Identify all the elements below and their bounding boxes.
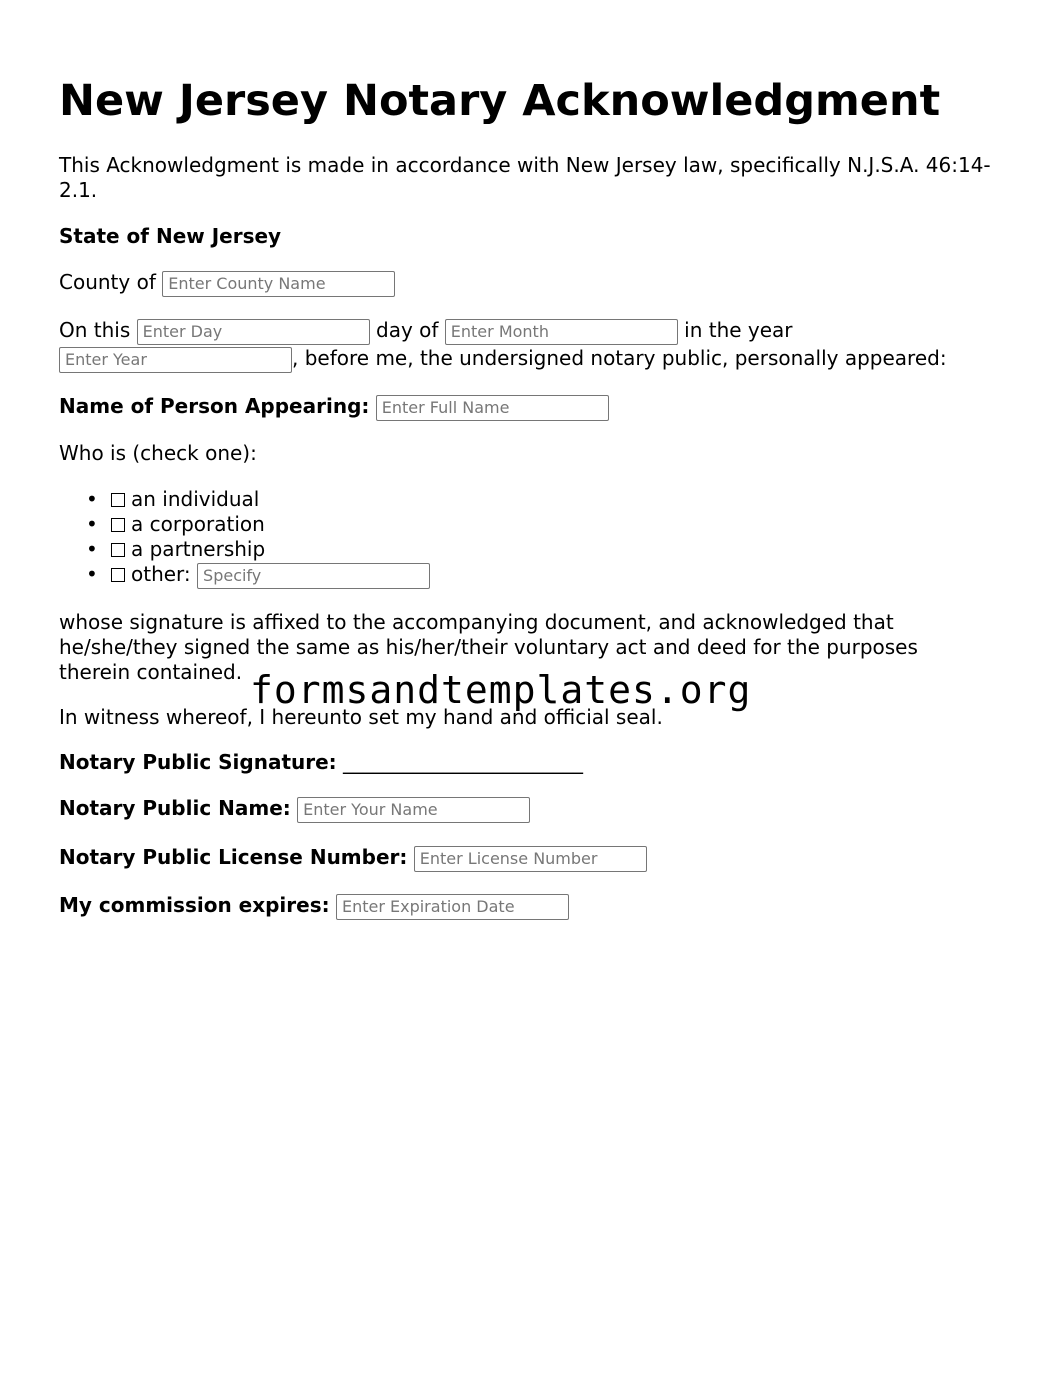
option-corporation[interactable] bbox=[59, 512, 430, 537]
commission-row bbox=[59, 893, 569, 920]
bullet-icon: • bbox=[86, 562, 98, 586]
in-the-year-label: in the year bbox=[684, 318, 793, 342]
person-name-input[interactable] bbox=[376, 395, 609, 421]
notary-signature-label: Notary Public Signature: bbox=[59, 750, 337, 774]
year-input[interactable] bbox=[59, 347, 292, 373]
commission-label: My commission expires: bbox=[59, 893, 330, 917]
year-row bbox=[59, 346, 947, 373]
notary-name-row bbox=[59, 796, 530, 823]
entity-type-list bbox=[59, 487, 430, 587]
county-input[interactable] bbox=[162, 271, 395, 297]
option-label: a corporation bbox=[131, 512, 265, 536]
intro-text: This Acknowledgment is made in accordance with New Jersey law, specifically N.J.S.A. 46:14-2.1. bbox=[59, 153, 991, 202]
other-specify-input[interactable] bbox=[197, 563, 430, 589]
page-title: New Jersey Notary Acknowledgment bbox=[59, 76, 941, 126]
day-of-label: day of bbox=[376, 318, 439, 342]
watermark: formsandtemplates.org bbox=[250, 668, 752, 712]
signature-line: ________________________ bbox=[343, 750, 584, 774]
option-partnership[interactable] bbox=[59, 537, 430, 562]
checkbox-icon[interactable] bbox=[111, 568, 125, 582]
county-label: County of bbox=[59, 270, 156, 294]
person-label: Name of Person Appearing: bbox=[59, 394, 370, 418]
signature-paragraph: whose signature is affixed to the accompanying document, and acknowledged that he/she/they signed the same as his/her/their voluntary act and deed for the purposes therein contained. bbox=[59, 610, 918, 684]
option-individual[interactable] bbox=[59, 487, 430, 512]
before-me-text: , before me, the undersigned notary public, personally appeared: bbox=[292, 346, 947, 370]
option-label: a partnership bbox=[131, 537, 266, 561]
on-this-label: On this bbox=[59, 318, 131, 342]
witness-text: In witness whereof, I hereunto set my hand and official seal. bbox=[59, 705, 663, 729]
bullet-icon: • bbox=[86, 537, 98, 561]
state-label: State of New Jersey bbox=[59, 224, 282, 248]
checkbox-icon[interactable] bbox=[111, 518, 125, 532]
who-is-label: Who is (check one): bbox=[59, 441, 257, 465]
checkbox-icon[interactable] bbox=[111, 543, 125, 557]
notary-license-input[interactable] bbox=[414, 846, 647, 872]
option-other[interactable] bbox=[59, 562, 430, 587]
bullet-icon: • bbox=[86, 512, 98, 536]
option-label: an individual bbox=[131, 487, 260, 511]
notary-license-label: Notary Public License Number: bbox=[59, 845, 408, 869]
notary-signature-row bbox=[59, 750, 583, 775]
checkbox-icon[interactable] bbox=[111, 493, 125, 507]
county-row bbox=[59, 270, 395, 297]
person-row bbox=[59, 394, 609, 421]
month-input[interactable] bbox=[445, 319, 678, 345]
notary-license-row bbox=[59, 845, 647, 872]
option-label: other: bbox=[131, 562, 191, 586]
commission-date-input[interactable] bbox=[336, 894, 569, 920]
notary-name-label: Notary Public Name: bbox=[59, 796, 291, 820]
bullet-icon: • bbox=[86, 487, 98, 511]
date-row bbox=[59, 318, 793, 345]
notary-name-input[interactable] bbox=[297, 797, 530, 823]
day-input[interactable] bbox=[137, 319, 370, 345]
